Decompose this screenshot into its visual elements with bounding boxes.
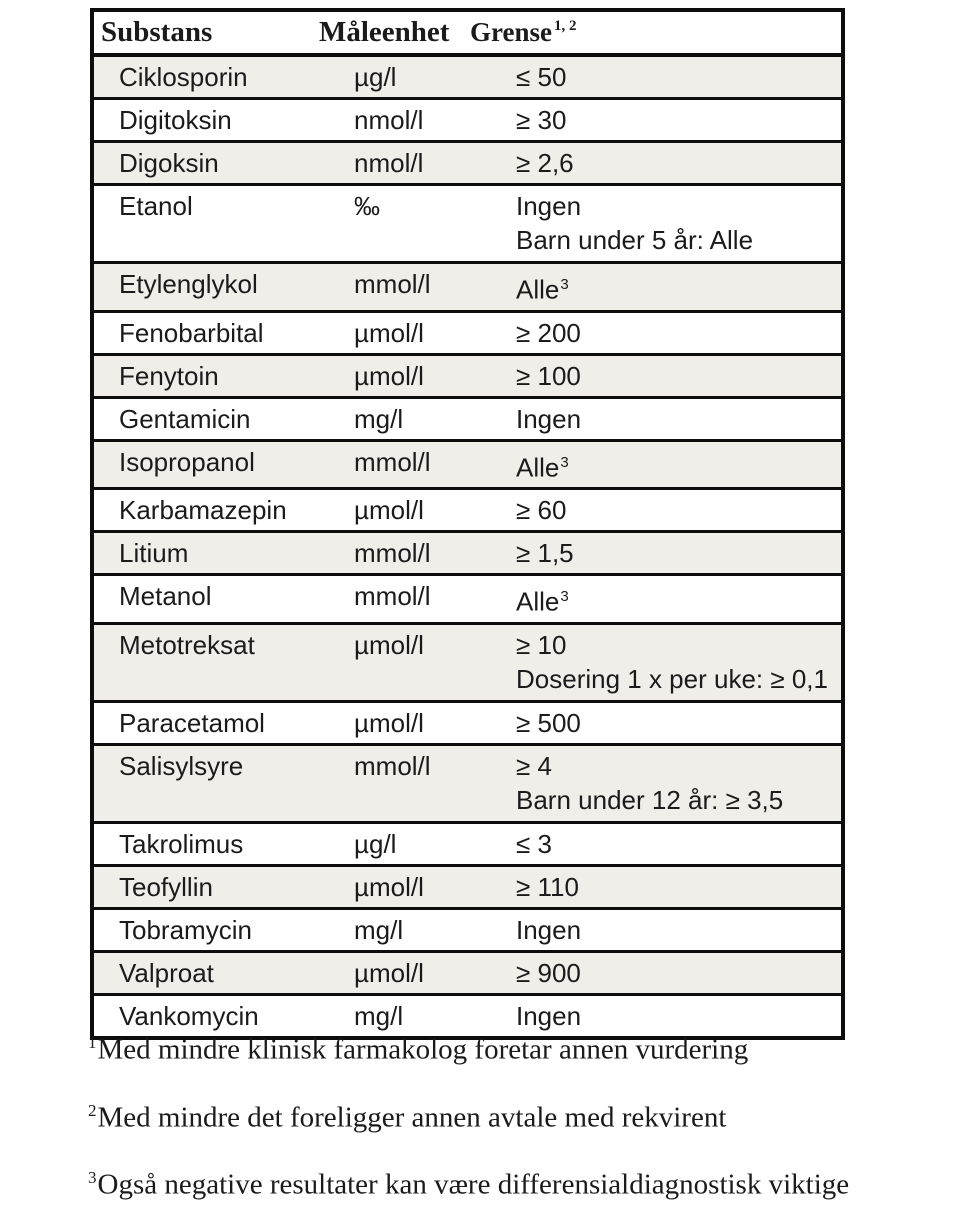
cell-substans: Digoksin: [119, 148, 219, 178]
grense-secondary-note: Barn under 12 år: ≥ 3,5: [516, 784, 784, 815]
cell-substans: Isopropanol: [119, 446, 255, 477]
column-header-substans: Substans: [101, 16, 213, 48]
cell-maleenhet: mmol/l: [354, 750, 431, 781]
table-row: [92, 354, 843, 397]
grense-value: ≥ 60: [516, 495, 567, 526]
table-row: [92, 623, 843, 701]
table-row: [92, 55, 843, 99]
cell-maleenhet: µmol/l: [354, 629, 424, 660]
cell-grense: [469, 99, 843, 142]
footnote-1: [88, 1024, 849, 1069]
cell-maleenhet: µmol/l: [354, 871, 424, 902]
cell-substans: Litium: [119, 538, 189, 569]
grense-value: ≥ 1,5: [516, 538, 574, 569]
table-body: [92, 55, 843, 1038]
cell-substans: Salisylsyre: [119, 750, 244, 781]
cell-grense: [469, 532, 843, 575]
substance-limits-table: [90, 8, 845, 1040]
column-header-grense-label: Grense: [470, 17, 552, 47]
grense-value: ≥ 110: [516, 871, 579, 902]
cell-maleenhet: µmol/l: [354, 317, 424, 348]
footnote-3: [88, 1159, 849, 1204]
grense-value: ≥ 10: [516, 629, 567, 660]
cell-maleenhet: mmol/l: [354, 581, 431, 612]
table-row: [92, 263, 843, 312]
cell-substans: Etanol: [119, 191, 193, 221]
column-header-grense: [469, 10, 843, 55]
cell-grense: [469, 489, 843, 532]
grense-value: ≥ 200: [516, 317, 581, 348]
cell-grense: [469, 440, 843, 489]
cell-maleenhet: mg/l: [354, 1000, 404, 1031]
grense-value: Ingen: [516, 191, 582, 221]
cell-maleenhet: mg/l: [354, 403, 404, 434]
cell-grense: [469, 354, 843, 397]
grense-value: ≥ 500: [516, 707, 581, 738]
cell-substans: Vankomycin: [119, 1000, 259, 1031]
cell-grense: [469, 142, 843, 185]
table-row: [92, 865, 843, 908]
cell-grense: [469, 865, 843, 908]
cell-maleenhet: µmol/l: [354, 360, 424, 391]
cell-grense: [469, 908, 843, 951]
table-row: [92, 822, 843, 865]
cell-grense: [469, 575, 843, 624]
table-row: [92, 744, 843, 822]
footnote-1-marker: 1: [88, 1033, 97, 1052]
cell-substans: Valproat: [119, 957, 214, 988]
grense-value: ≥ 4: [516, 750, 552, 781]
grense-value: ≥ 100: [516, 360, 581, 391]
table-row: [92, 440, 843, 489]
table-row: [92, 908, 843, 951]
cell-substans: Metotreksat: [119, 629, 255, 660]
cell-grense: [469, 822, 843, 865]
cell-grense: [469, 623, 843, 701]
grense-footnote-marker: 3: [560, 276, 569, 293]
cell-substans: Fenytoin: [119, 360, 219, 391]
table-row: [92, 397, 843, 440]
cell-grense: [469, 185, 843, 263]
cell-maleenhet: µmol/l: [354, 707, 424, 738]
cell-maleenhet: mmol/l: [354, 446, 431, 477]
table-row: [92, 99, 843, 142]
cell-grense: [469, 55, 843, 99]
cell-substans: Takrolimus: [119, 828, 244, 859]
cell-substans: Digitoksin: [119, 105, 232, 135]
grense-value: Alle: [516, 452, 560, 483]
grense-value: Ingen: [516, 403, 582, 434]
grense-value: Alle: [516, 586, 560, 617]
footnote-2-marker: 2: [88, 1100, 97, 1120]
footnote-3-text: Også negative resultater kan være differensialdiagnostisk viktige: [97, 1168, 850, 1201]
grense-footnote-marker: 1, 2: [554, 18, 577, 35]
cell-grense: [469, 701, 843, 744]
grense-value: ≤ 3: [516, 828, 552, 859]
cell-grense: [469, 311, 843, 354]
table-header-row: [92, 10, 843, 55]
grense-secondary-note: Dosering 1 x per uke: ≥ 0,1: [516, 663, 828, 694]
footnote-1-text: Med mindre klinisk farmakolog foretar annen vurdering: [97, 1033, 749, 1066]
cell-substans: Gentamicin: [119, 403, 251, 434]
cell-substans: Metanol: [119, 581, 212, 612]
grense-secondary-note: Barn under 5 år: Alle: [516, 225, 754, 255]
column-header-maleenhet: Måleenhet: [319, 16, 450, 48]
cell-substans: Teofyllin: [119, 871, 213, 902]
grense-value: Ingen: [516, 1000, 582, 1031]
cell-substans: Tobramycin: [119, 914, 252, 945]
grense-value: ≤ 50: [516, 62, 567, 92]
grense-value: Ingen: [516, 914, 582, 945]
footnote-2: [88, 1092, 849, 1137]
table-row: [92, 489, 843, 532]
cell-maleenhet: µmol/l: [354, 957, 424, 988]
cell-maleenhet: mg/l: [354, 914, 404, 945]
table-row: [92, 701, 843, 744]
table-row: [92, 185, 843, 263]
grense-footnote-marker: 3: [560, 453, 569, 471]
cell-maleenhet: µg/l: [354, 828, 397, 859]
table-row: [92, 951, 843, 994]
footnote-2-text: Med mindre det foreligger annen avtale med rekvirent: [97, 1101, 727, 1134]
footnotes-section: [88, 1024, 849, 1227]
cell-maleenhet: ‰: [354, 191, 380, 221]
table-row: [92, 311, 843, 354]
cell-grense: [469, 951, 843, 994]
grense-value: ≥ 900: [516, 957, 581, 988]
footnote-3-marker: 3: [88, 1168, 97, 1188]
table-row: [92, 142, 843, 185]
cell-maleenhet: mmol/l: [354, 538, 431, 569]
grense-value: ≥ 30: [516, 105, 567, 135]
grense-footnote-marker: 3: [560, 588, 569, 606]
table-header: [92, 10, 843, 55]
cell-substans: Karbamazepin: [119, 495, 287, 526]
cell-substans: Paracetamol: [119, 707, 265, 738]
cell-grense: [469, 744, 843, 822]
grense-value: Alle: [516, 274, 560, 305]
cell-maleenhet: nmol/l: [354, 148, 424, 178]
grense-value: ≥ 2,6: [516, 148, 574, 178]
cell-substans: Etylenglykol: [119, 269, 258, 299]
cell-maleenhet: µg/l: [354, 62, 397, 92]
cell-maleenhet: mmol/l: [354, 269, 431, 299]
table-row: [92, 575, 843, 624]
cell-grense: [469, 397, 843, 440]
cell-maleenhet: nmol/l: [354, 105, 424, 135]
cell-maleenhet: µmol/l: [354, 495, 424, 526]
cell-substans: Ciklosporin: [119, 62, 248, 92]
cell-substans: Fenobarbital: [119, 317, 264, 348]
table-row: [92, 532, 843, 575]
cell-grense: [469, 263, 843, 312]
